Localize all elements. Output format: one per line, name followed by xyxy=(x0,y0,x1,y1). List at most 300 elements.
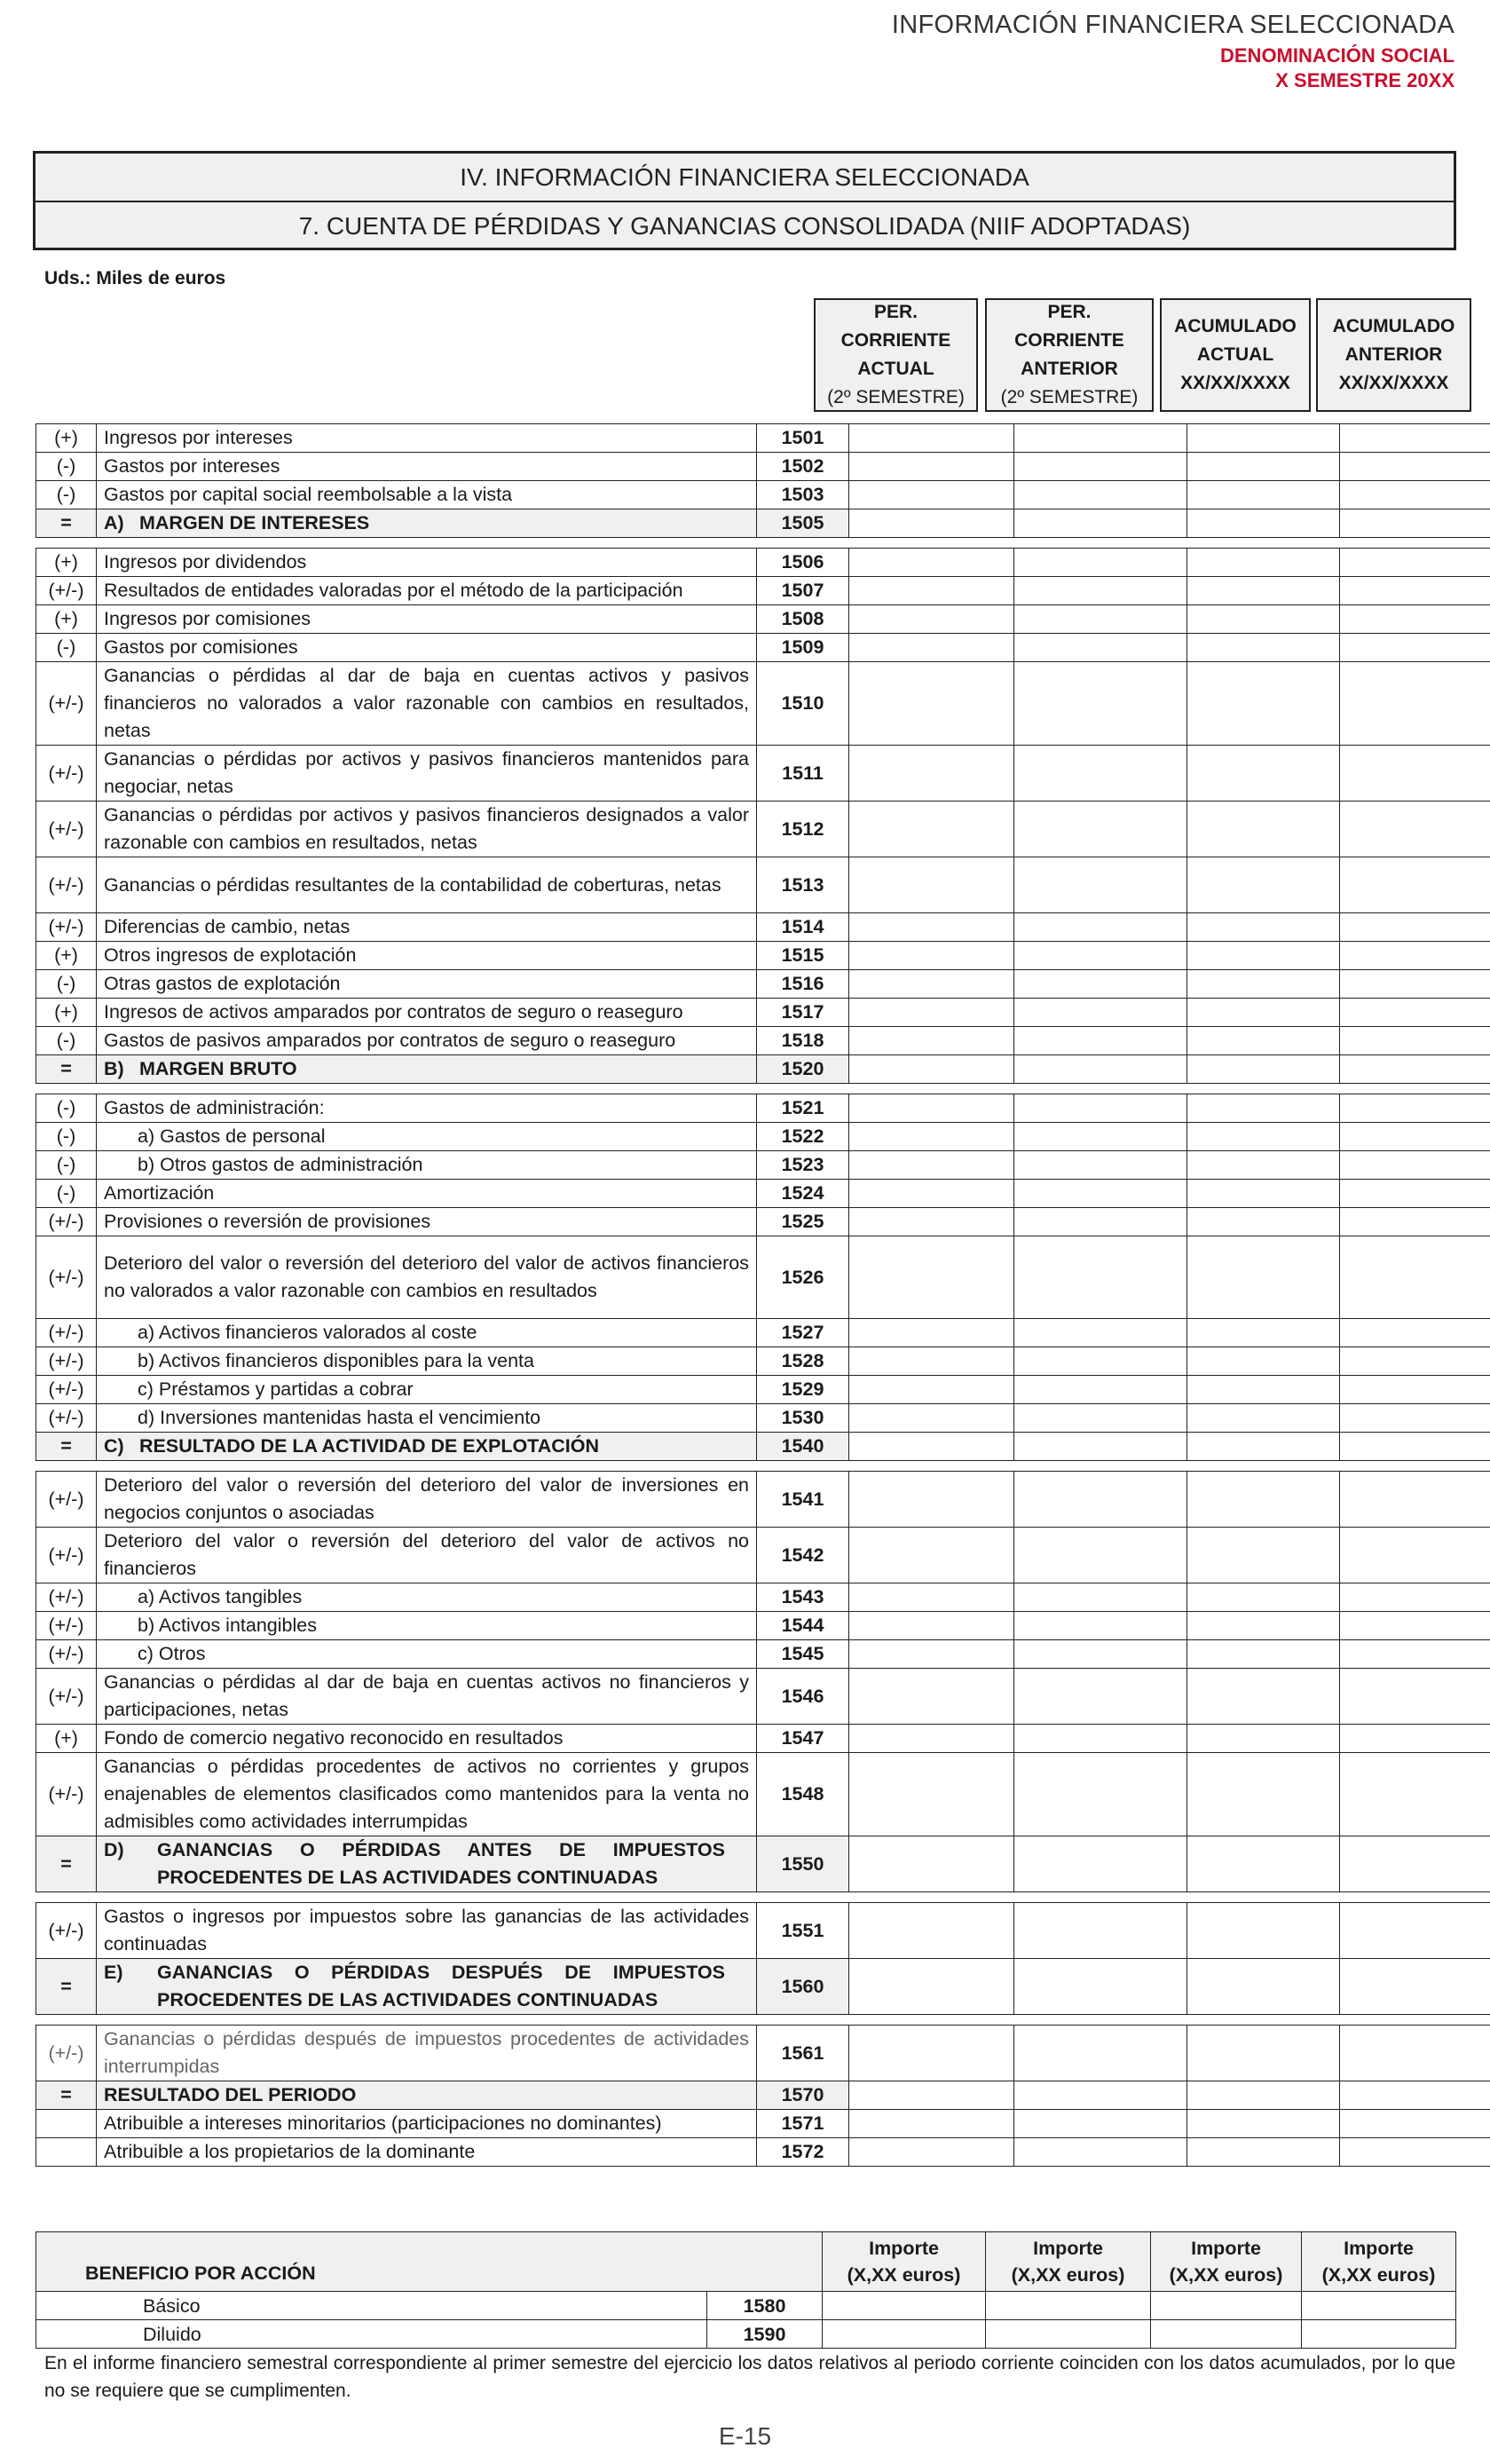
value-cell[interactable] xyxy=(1187,1094,1340,1123)
description-text: Ganancias o pérdidas procedentes de activos no corrientes y grupos enajenables de elementos clasificados como mantenidos para la venta no admisibles como actividades interrumpidas xyxy=(104,1756,749,1832)
title-box xyxy=(33,151,1456,250)
description-cell xyxy=(97,942,757,970)
line-item-row xyxy=(36,549,1490,577)
sign-cell: (+/-) xyxy=(36,746,97,802)
value-cell[interactable] xyxy=(1340,1612,1490,1640)
value-cell[interactable] xyxy=(1014,942,1187,970)
value-cell[interactable] xyxy=(1014,2081,1187,2110)
value-cell[interactable] xyxy=(1014,605,1187,634)
value-cell[interactable] xyxy=(1340,662,1490,746)
value-cell[interactable] xyxy=(849,634,1014,662)
value-cell[interactable] xyxy=(849,942,1014,970)
group-spacer xyxy=(36,1461,1490,1472)
description-cell xyxy=(97,1376,757,1404)
value-cell[interactable] xyxy=(1187,746,1340,802)
line-item-row xyxy=(36,999,1490,1027)
sign-cell: = xyxy=(36,1836,97,1892)
value-cell[interactable] xyxy=(1340,999,1490,1027)
report-period: X SEMESTRE 20XX xyxy=(1275,69,1455,91)
value-cell[interactable] xyxy=(1014,509,1187,538)
value-cell[interactable] xyxy=(1187,1528,1340,1583)
code-cell: 1503 xyxy=(757,481,849,509)
value-cell[interactable] xyxy=(1340,1753,1490,1836)
value-cell[interactable] xyxy=(1014,1669,1187,1725)
description-text: Deterioro del valor o reversión del deterioro del valor de activos no financieros xyxy=(104,1530,749,1579)
value-cell[interactable] xyxy=(849,549,1014,577)
value-cell[interactable] xyxy=(1340,1725,1490,1753)
description-text: Ganancias o pérdidas al dar de baja en cuentas activos y pasivos financieros no valorados a valor razonable con cambios en resultados, netas xyxy=(104,665,749,741)
value-cell[interactable] xyxy=(1340,1640,1490,1669)
value-cell[interactable] xyxy=(1014,1236,1187,1319)
value-cell[interactable] xyxy=(849,1836,1014,1892)
value-cell[interactable] xyxy=(1014,857,1187,913)
description-text: b) Otros gastos de administración xyxy=(138,1154,423,1175)
code-cell: 1515 xyxy=(757,942,849,970)
value-cell[interactable] xyxy=(1340,942,1490,970)
value-cell[interactable] xyxy=(849,424,1014,453)
value-cell[interactable] xyxy=(849,1236,1014,1319)
value-cell[interactable] xyxy=(1014,1319,1187,1347)
value-cell[interactable] xyxy=(1340,1027,1490,1055)
description-cell xyxy=(97,634,757,662)
value-cell[interactable] xyxy=(1187,1347,1340,1376)
value-cell[interactable] xyxy=(849,1094,1014,1123)
value-cell[interactable] xyxy=(1014,1151,1187,1180)
value-cell[interactable] xyxy=(1187,453,1340,481)
line-item-row xyxy=(36,1094,1490,1123)
description-text: c) Préstamos y partidas a cobrar xyxy=(138,1378,414,1400)
description-cell xyxy=(97,1836,757,1892)
value-cell[interactable] xyxy=(1340,1236,1490,1319)
description-cell xyxy=(97,1404,757,1433)
spacer-cell xyxy=(36,1084,1490,1094)
value-cell[interactable] xyxy=(1340,1472,1490,1528)
value-cell[interactable] xyxy=(1014,1903,1187,1959)
value-cell[interactable] xyxy=(1340,1123,1490,1151)
value-cell[interactable] xyxy=(1187,1753,1340,1836)
sign-cell: (-) xyxy=(36,1094,97,1123)
column-header-2: PER. CORRIENTE ANTERIOR (2º SEMESTRE) xyxy=(985,298,1154,412)
value-cell[interactable] xyxy=(1340,1055,1490,1084)
value-cell[interactable] xyxy=(849,1753,1014,1836)
value-cell[interactable] xyxy=(1340,1903,1490,1959)
value-cell[interactable] xyxy=(1187,1583,1340,1612)
value-cell[interactable] xyxy=(1187,549,1340,577)
description-cell xyxy=(97,1319,757,1347)
value-cell[interactable] xyxy=(1187,999,1340,1027)
value-cell[interactable] xyxy=(1014,2026,1187,2081)
description-text: b) Activos intangibles xyxy=(138,1615,317,1636)
value-cell[interactable] xyxy=(1340,1094,1490,1123)
value-cell[interactable] xyxy=(849,1376,1014,1404)
description-text: Gastos de pasivos amparados por contratos de seguro o reaseguro xyxy=(104,1030,676,1051)
description-cell xyxy=(97,577,757,605)
description-text: Ingresos por comisiones xyxy=(104,608,311,629)
value-cell[interactable] xyxy=(1187,1725,1340,1753)
line-item-row xyxy=(36,2026,1490,2081)
value-cell[interactable] xyxy=(1014,970,1187,999)
sign-cell: (+/-) xyxy=(36,577,97,605)
value-cell[interactable] xyxy=(1187,1433,1340,1461)
value-cell[interactable] xyxy=(1340,1180,1490,1208)
description-cell xyxy=(97,746,757,802)
value-cell[interactable] xyxy=(986,2320,1151,2349)
description-text: Deterioro del valor o reversión del deterioro del valor de activos financieros no valorados a valor razonable con cambios en resultados xyxy=(104,1252,749,1301)
value-cell[interactable] xyxy=(849,1959,1014,2015)
sign-cell xyxy=(36,2138,97,2167)
value-cell[interactable] xyxy=(849,746,1014,802)
value-cell[interactable] xyxy=(1187,424,1340,453)
value-cell[interactable] xyxy=(849,999,1014,1027)
value-cell[interactable] xyxy=(1340,913,1490,942)
value-cell[interactable] xyxy=(823,2320,986,2349)
value-cell[interactable] xyxy=(849,2081,1014,2110)
value-cell[interactable] xyxy=(1340,2026,1490,2081)
value-cell[interactable] xyxy=(1014,802,1187,857)
value-cell[interactable] xyxy=(1014,634,1187,662)
description-cell xyxy=(97,1640,757,1669)
value-cell[interactable] xyxy=(1014,1027,1187,1055)
line-item-row xyxy=(36,634,1490,662)
eps-col-3: Importe (X,XX euros) xyxy=(1151,2232,1302,2292)
value-cell[interactable] xyxy=(1187,577,1340,605)
value-cell[interactable] xyxy=(1187,1640,1340,1669)
column-header-3: ACUMULADO ACTUAL XX/XX/XXXX xyxy=(1160,298,1311,412)
value-cell[interactable] xyxy=(1187,942,1340,970)
value-cell[interactable] xyxy=(1187,1404,1340,1433)
description-text: Atribuible a los propietarios de la dominante xyxy=(104,2141,476,2162)
line-item-row xyxy=(36,1903,1490,1959)
value-cell[interactable] xyxy=(849,1433,1014,1461)
sign-cell: (+) xyxy=(36,942,97,970)
code-cell: 1551 xyxy=(757,1903,849,1959)
value-cell[interactable] xyxy=(849,1725,1014,1753)
value-cell[interactable] xyxy=(1014,1640,1187,1669)
value-cell[interactable] xyxy=(1014,1612,1187,1640)
value-cell[interactable] xyxy=(1014,1583,1187,1612)
value-cell[interactable] xyxy=(1187,1376,1340,1404)
value-cell[interactable] xyxy=(849,605,1014,634)
sign-cell: = xyxy=(36,1959,97,2015)
value-cell[interactable] xyxy=(1014,424,1187,453)
description-text: a) Activos financieros valorados al coste xyxy=(138,1322,477,1343)
sign-cell: (+/-) xyxy=(36,1236,97,1319)
value-cell[interactable] xyxy=(1014,1123,1187,1151)
value-cell[interactable] xyxy=(1187,662,1340,746)
code-cell: 1506 xyxy=(757,549,849,577)
line-item-row xyxy=(36,2138,1490,2167)
description-cell xyxy=(97,2138,757,2167)
total-row xyxy=(36,1433,1490,1461)
value-cell[interactable] xyxy=(1187,1903,1340,1959)
spacer-cell xyxy=(36,1461,1490,1472)
value-cell[interactable] xyxy=(1340,1528,1490,1583)
value-cell[interactable] xyxy=(849,970,1014,999)
value-cell[interactable] xyxy=(1014,999,1187,1027)
code-cell: 1513 xyxy=(757,857,849,913)
value-cell[interactable] xyxy=(1340,509,1490,538)
code-cell: 1527 xyxy=(757,1319,849,1347)
line-item-row xyxy=(36,857,1490,913)
line-item-row xyxy=(36,1376,1490,1404)
value-cell[interactable] xyxy=(849,1404,1014,1433)
group-spacer xyxy=(36,538,1490,549)
code-cell: 1521 xyxy=(757,1094,849,1123)
description-text: GANANCIAS O PÉRDIDAS ANTES DE IMPUESTOS PROCEDENTES DE LAS ACTIVIDADES CONTINUADAS xyxy=(157,1839,725,1888)
value-cell[interactable] xyxy=(1302,2292,1456,2320)
value-cell[interactable] xyxy=(1340,857,1490,913)
value-cell[interactable] xyxy=(1340,1959,1490,2015)
value-cell[interactable] xyxy=(1187,2081,1340,2110)
value-cell[interactable] xyxy=(849,1180,1014,1208)
value-cell[interactable] xyxy=(1014,1208,1187,1236)
sign-cell: (+/-) xyxy=(36,1404,97,1433)
value-cell[interactable] xyxy=(1014,577,1187,605)
value-cell[interactable] xyxy=(849,481,1014,509)
value-cell[interactable] xyxy=(1187,970,1340,999)
value-cell[interactable] xyxy=(1187,1027,1340,1055)
value-cell[interactable] xyxy=(1340,1376,1490,1404)
description-cell xyxy=(97,1725,757,1753)
sign-cell: (+) xyxy=(36,999,97,1027)
code-cell: 1570 xyxy=(757,2081,849,2110)
value-cell[interactable] xyxy=(1187,1612,1340,1640)
value-cell[interactable] xyxy=(849,1472,1014,1528)
value-cell[interactable] xyxy=(1340,549,1490,577)
value-cell[interactable] xyxy=(1014,1753,1187,1836)
code-cell: 1524 xyxy=(757,1180,849,1208)
value-cell[interactable] xyxy=(849,1151,1014,1180)
sign-cell: (-) xyxy=(36,1027,97,1055)
value-cell[interactable] xyxy=(849,2138,1014,2167)
code-cell: 1550 xyxy=(757,1836,849,1892)
value-cell[interactable] xyxy=(1187,481,1340,509)
value-cell[interactable] xyxy=(1340,1347,1490,1376)
value-cell[interactable] xyxy=(1187,1123,1340,1151)
value-cell[interactable] xyxy=(849,1347,1014,1376)
value-cell[interactable] xyxy=(1340,1208,1490,1236)
value-cell[interactable] xyxy=(849,1612,1014,1640)
value-cell[interactable] xyxy=(1340,1583,1490,1612)
value-cell[interactable] xyxy=(1302,2320,1456,2349)
value-cell[interactable] xyxy=(1340,424,1490,453)
line-item-row xyxy=(36,2110,1490,2138)
value-cell[interactable] xyxy=(849,913,1014,942)
eps-row-basic xyxy=(36,2292,1456,2320)
value-cell[interactable] xyxy=(849,1055,1014,1084)
code-cell: 1514 xyxy=(757,913,849,942)
description-cell xyxy=(97,1472,757,1528)
value-cell[interactable] xyxy=(849,453,1014,481)
value-cell[interactable] xyxy=(1340,1836,1490,1892)
value-cell[interactable] xyxy=(849,802,1014,857)
value-cell[interactable] xyxy=(849,509,1014,538)
value-cell[interactable] xyxy=(823,2292,986,2320)
value-cell[interactable] xyxy=(1014,913,1187,942)
value-cell[interactable] xyxy=(1187,2138,1340,2167)
value-cell[interactable] xyxy=(1340,1151,1490,1180)
value-cell[interactable] xyxy=(1014,1528,1187,1583)
line-item-row xyxy=(36,1151,1490,1180)
spacer-cell xyxy=(36,2015,1490,2026)
value-cell[interactable] xyxy=(1014,1055,1187,1084)
code-cell: 1528 xyxy=(757,1347,849,1376)
line-item-row xyxy=(36,802,1490,857)
value-cell[interactable] xyxy=(1151,2320,1302,2349)
value-cell[interactable] xyxy=(1187,1959,1340,2015)
description-cell xyxy=(97,1612,757,1640)
value-cell[interactable] xyxy=(1340,2138,1490,2167)
earnings-per-share-table xyxy=(35,2231,1456,2349)
value-cell[interactable] xyxy=(1187,857,1340,913)
value-cell[interactable] xyxy=(849,2110,1014,2138)
value-cell[interactable] xyxy=(1187,1236,1340,1319)
value-cell[interactable] xyxy=(849,1319,1014,1347)
total-row xyxy=(36,509,1490,538)
line-item-row xyxy=(36,1583,1490,1612)
value-cell[interactable] xyxy=(1340,802,1490,857)
company-name: DENOMINACIÓN SOCIAL xyxy=(1220,44,1455,67)
value-cell[interactable] xyxy=(849,1669,1014,1725)
value-cell[interactable] xyxy=(1014,1180,1187,1208)
footnote: En el informe financiero semestral correspondiente al primer semestre del ejercicio los datos relativos al periodo corriente coinciden con los datos acumulados, por lo que no se requiere que se cumplimenten. xyxy=(44,2353,1455,2401)
value-cell[interactable] xyxy=(986,2292,1151,2320)
value-cell[interactable] xyxy=(1014,1725,1187,1753)
eps-diluted-label: Diluido xyxy=(36,2320,707,2349)
value-cell[interactable] xyxy=(1014,662,1187,746)
subsection-title: 7. CUENTA DE PÉRDIDAS Y GANANCIAS CONSOLIDADA (NIIF ADOPTADAS) xyxy=(35,201,1454,249)
value-cell[interactable] xyxy=(849,1208,1014,1236)
value-cell[interactable] xyxy=(849,1027,1014,1055)
value-cell[interactable] xyxy=(1187,1669,1340,1725)
value-cell[interactable] xyxy=(849,1123,1014,1151)
value-cell[interactable] xyxy=(1187,1472,1340,1528)
value-cell[interactable] xyxy=(1014,481,1187,509)
value-cell[interactable] xyxy=(849,662,1014,746)
value-cell[interactable] xyxy=(1014,1433,1187,1461)
line-item-row xyxy=(36,1123,1490,1151)
value-cell[interactable] xyxy=(1187,1180,1340,1208)
value-cell[interactable] xyxy=(1187,802,1340,857)
value-cell[interactable] xyxy=(1340,605,1490,634)
sign-cell: (+) xyxy=(36,1725,97,1753)
value-cell[interactable] xyxy=(1340,970,1490,999)
value-cell[interactable] xyxy=(849,1583,1014,1612)
value-cell[interactable] xyxy=(1340,1433,1490,1461)
description-text: Ingresos por intereses xyxy=(104,427,293,448)
value-cell[interactable] xyxy=(1340,577,1490,605)
description-text: RESULTADO DE LA ACTIVIDAD DE EXPLOTACIÓN xyxy=(139,1435,599,1457)
value-cell[interactable] xyxy=(1014,1959,1187,2015)
code-cell: 1507 xyxy=(757,577,849,605)
total-row xyxy=(36,1055,1490,1084)
value-cell[interactable] xyxy=(849,1528,1014,1583)
description-cell xyxy=(97,1055,757,1084)
description-cell xyxy=(97,1753,757,1836)
value-cell[interactable] xyxy=(1340,1669,1490,1725)
value-cell[interactable] xyxy=(1014,1472,1187,1528)
description-text: Amortización xyxy=(104,1182,215,1204)
line-item-row xyxy=(36,746,1490,802)
value-cell[interactable] xyxy=(1340,746,1490,802)
description-cell xyxy=(97,2110,757,2138)
description-cell xyxy=(97,999,757,1027)
value-cell[interactable] xyxy=(1187,1055,1340,1084)
value-cell[interactable] xyxy=(1014,1094,1187,1123)
value-cell[interactable] xyxy=(1014,1347,1187,1376)
value-cell[interactable] xyxy=(849,577,1014,605)
value-cell[interactable] xyxy=(1014,2138,1187,2167)
code-cell: 1508 xyxy=(757,605,849,634)
description-cell xyxy=(97,1123,757,1151)
value-cell[interactable] xyxy=(1187,1319,1340,1347)
value-cell[interactable] xyxy=(1187,1208,1340,1236)
value-cell[interactable] xyxy=(1340,1319,1490,1347)
description-cell xyxy=(97,1180,757,1208)
value-cell[interactable] xyxy=(1187,1836,1340,1892)
value-cell[interactable] xyxy=(1014,453,1187,481)
line-item-row xyxy=(36,1753,1490,1836)
description-text: Atribuible a intereses minoritarios (participaciones no dominantes) xyxy=(104,2113,662,2134)
value-cell[interactable] xyxy=(849,1640,1014,1669)
value-cell[interactable] xyxy=(1340,1404,1490,1433)
value-cell[interactable] xyxy=(1187,1151,1340,1180)
line-item-row xyxy=(36,424,1490,453)
code-cell: 1509 xyxy=(757,634,849,662)
sign-cell: (+/-) xyxy=(36,1347,97,1376)
value-cell[interactable] xyxy=(1340,634,1490,662)
sign-cell: (+/-) xyxy=(36,1472,97,1528)
code-cell: 1548 xyxy=(757,1753,849,1836)
description-cell xyxy=(97,662,757,746)
sign-cell: (-) xyxy=(36,1180,97,1208)
description-cell xyxy=(97,913,757,942)
value-cell[interactable] xyxy=(1187,634,1340,662)
code-cell: 1520 xyxy=(757,1055,849,1084)
value-cell[interactable] xyxy=(1187,509,1340,538)
value-cell[interactable] xyxy=(849,857,1014,913)
value-cell[interactable] xyxy=(1187,913,1340,942)
value-cell[interactable] xyxy=(1014,1836,1187,1892)
value-cell[interactable] xyxy=(1014,746,1187,802)
value-cell[interactable] xyxy=(1014,1376,1187,1404)
value-cell[interactable] xyxy=(1340,481,1490,509)
total-row xyxy=(36,2081,1490,2110)
eps-col-1: Importe (X,XX euros) xyxy=(823,2232,986,2292)
description-cell xyxy=(97,1347,757,1376)
code-cell: 1571 xyxy=(757,2110,849,2138)
description-text: GANANCIAS O PÉRDIDAS DESPUÉS DE IMPUESTOS PROCEDENTES DE LAS ACTIVIDADES CONTINUADAS xyxy=(157,1962,725,2010)
value-cell[interactable] xyxy=(1340,453,1490,481)
value-cell[interactable] xyxy=(1014,2110,1187,2138)
value-cell[interactable] xyxy=(849,2026,1014,2081)
code-cell: 1526 xyxy=(757,1236,849,1319)
value-cell[interactable] xyxy=(1014,549,1187,577)
value-cell[interactable] xyxy=(1151,2292,1302,2320)
sign-cell: (+/-) xyxy=(36,662,97,746)
value-cell[interactable] xyxy=(1187,605,1340,634)
value-cell[interactable] xyxy=(1340,2081,1490,2110)
value-cell[interactable] xyxy=(1187,2110,1340,2138)
value-cell[interactable] xyxy=(1340,2110,1490,2138)
value-cell[interactable] xyxy=(1014,1404,1187,1433)
description-cell xyxy=(97,970,757,999)
total-label: E) xyxy=(104,1962,123,1983)
value-cell[interactable] xyxy=(1187,2026,1340,2081)
description-text: Deterioro del valor o reversión del deterioro del valor de inversiones en negocios conjuntos o asociadas xyxy=(104,1474,749,1523)
value-cell[interactable] xyxy=(849,1903,1014,1959)
total-label: D) xyxy=(104,1839,124,1860)
